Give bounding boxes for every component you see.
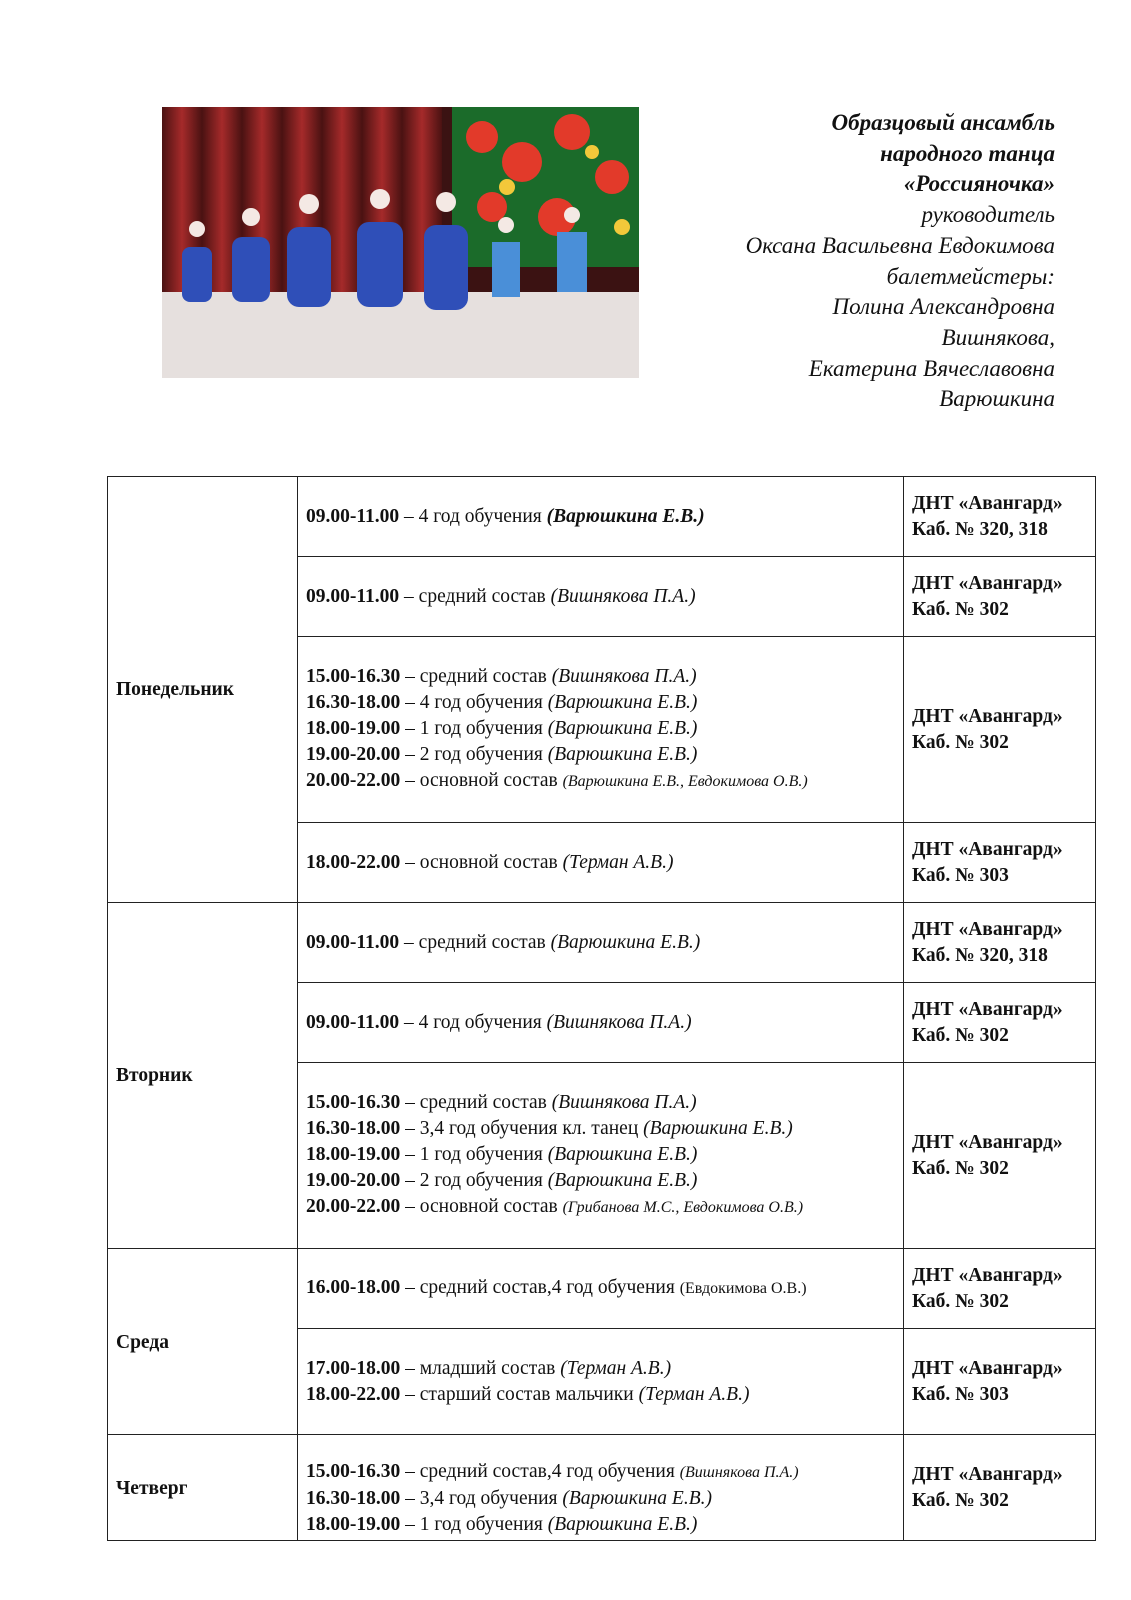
ensemble-header (660, 108, 1055, 415)
lesson-line: 15.00-16.30 – средний состав,4 год обучения (Вишнякова П.А.) (306, 1461, 799, 1482)
place-cell: ДНТ «Авангард» Каб. № 302 (904, 557, 1096, 637)
place-cell: ДНТ «Авангард» Каб. № 303 (904, 823, 1096, 903)
leader-role: руководитель (921, 202, 1055, 228)
lesson-line: 20.00-22.00 – основной состав (Варюшкина Е.В., Евдокимова О.В.) (306, 770, 808, 791)
day-cell-wednesday: Среда (108, 1249, 298, 1435)
lessons-cell (298, 1249, 904, 1329)
lessons-cell (298, 1063, 904, 1249)
ensemble-title-line: Образцовый ансамбль (831, 110, 1055, 135)
lesson-line: 09.00-11.00 – 4 год обучения (Вишнякова П.А.) (306, 1011, 692, 1033)
place-cell: ДНТ «Авангард» Каб. № 320, 318 (904, 477, 1096, 557)
lesson-line: 18.00-19.00 – 1 год обучения (Варюшкина Е.В.) (306, 1144, 698, 1165)
lesson-line: 18.00-19.00 – 1 год обучения (Варюшкина Е.В.) (306, 718, 698, 739)
leader-name: Оксана Васильевна Евдокимова (745, 232, 1055, 258)
table-row (108, 1435, 1096, 1541)
place-cell: ДНТ «Авангард» Каб. № 302 (904, 1249, 1096, 1329)
choreographer-line: Екатерина Вячеславовна (808, 355, 1055, 381)
lessons-cell (298, 477, 904, 557)
lesson-line: 09.00-11.00 – 4 год обучения (Варюшкина Е.В.) (306, 505, 705, 527)
place-cell: ДНТ «Авангард» Каб. № 302 (904, 983, 1096, 1063)
choreographer-line: Вишнякова, (941, 324, 1055, 350)
choreographers-role: балетмейстеры: (886, 263, 1055, 289)
lesson-line: 17.00-18.00 – младший состав (Терман А.В.) (306, 1357, 672, 1379)
lesson-line: 16.30-18.00 – 3,4 год обучения кл. танец (Варюшкина Е.В.) (306, 1118, 793, 1139)
schedule-table (107, 476, 1096, 1541)
dance-ensemble-photo (162, 107, 639, 378)
place-cell: ДНТ «Авангард» Каб. № 302 (904, 1063, 1096, 1249)
day-cell-thursday: Четверг (108, 1435, 298, 1541)
lessons-cell (298, 983, 904, 1063)
table-row (108, 903, 1096, 983)
day-cell-monday: Понедельник (108, 477, 298, 903)
choreographer-line: Полина Александровна (832, 294, 1055, 320)
place-cell: ДНТ «Авангард» Каб. № 302 (904, 637, 1096, 823)
lesson-line: 16.00-18.00 – средний состав,4 год обучения (Евдокимова О.В.) (306, 1277, 807, 1298)
table-row (108, 477, 1096, 557)
lessons-cell (298, 1329, 904, 1435)
lesson-line: 09.00-11.00 – средний состав (Варюшкина Е.В.) (306, 931, 701, 953)
lesson-line: 18.00-22.00 – основной состав (Терман А.В.) (306, 851, 674, 873)
lesson-line: 15.00-16.30 – средний состав (Вишнякова П.А.) (306, 1092, 697, 1113)
lessons-cell (298, 637, 904, 823)
lesson-line: 19.00-20.00 – 2 год обучения (Варюшкина Е.В.) (306, 744, 698, 765)
lesson-line: 18.00-19.00 – 1 год обучения (Варюшкина Е.В.) (306, 1514, 698, 1535)
ensemble-title-line: «Россияночка» (903, 171, 1055, 197)
day-cell-tuesday: Вторник (108, 903, 298, 1249)
lesson-line: 19.00-20.00 – 2 год обучения (Варюшкина Е.В.) (306, 1170, 698, 1191)
lesson-line: 16.30-18.00 – 3,4 год обучения (Варюшкина Е.В.) (306, 1488, 712, 1509)
choreographer-line: Варюшкина (939, 386, 1055, 412)
place-cell: ДНТ «Авангард» Каб. № 303 (904, 1329, 1096, 1435)
lessons-cell (298, 557, 904, 637)
lesson-line: 20.00-22.00 – основной состав (Грибанова М.С., Евдокимова О.В.) (306, 1196, 804, 1217)
lesson-line: 16.30-18.00 – 4 год обучения (Варюшкина Е.В.) (306, 692, 698, 713)
table-row (108, 1249, 1096, 1329)
lesson-line: 15.00-16.30 – средний состав (Вишнякова П.А.) (306, 666, 697, 687)
lessons-cell (298, 903, 904, 983)
place-cell: ДНТ «Авангард» Каб. № 302 (904, 1435, 1096, 1541)
lesson-line: 09.00-11.00 – средний состав (Вишнякова П.А.) (306, 585, 696, 607)
place-cell: ДНТ «Авангард» Каб. № 320, 318 (904, 903, 1096, 983)
lesson-line: 18.00-22.00 – старший состав мальчики (Терман А.В.) (306, 1383, 750, 1405)
ensemble-title-line: народного танца (880, 140, 1055, 166)
lessons-cell (298, 823, 904, 903)
lessons-cell (298, 1435, 904, 1541)
